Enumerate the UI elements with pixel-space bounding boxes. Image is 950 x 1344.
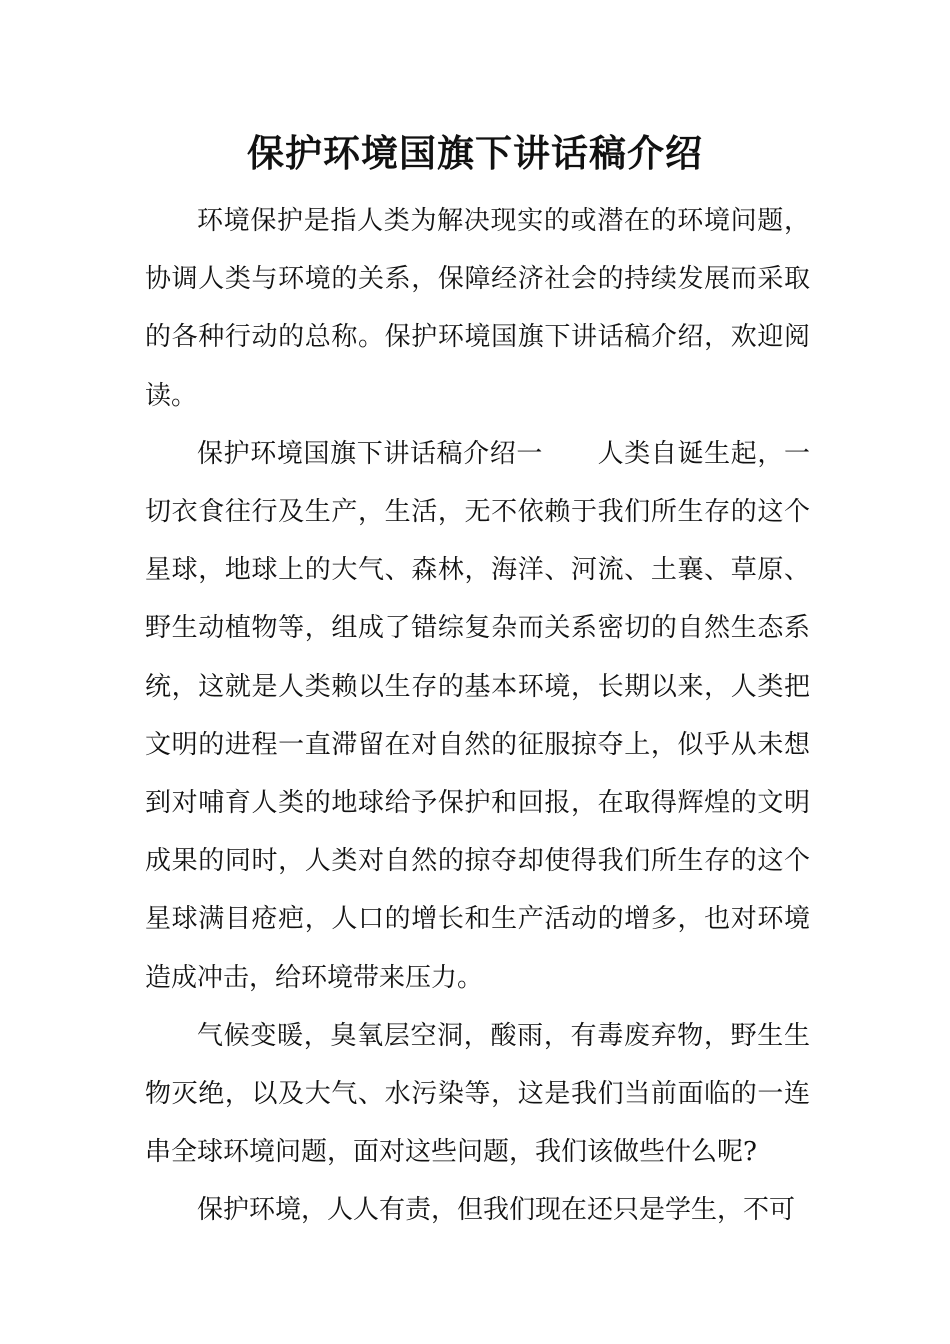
- paragraph-students: [145, 1181, 810, 1239]
- document-title: 保护环境国旗下讲话稿介绍: [247, 131, 703, 175]
- paragraph-problems: [145, 1007, 810, 1182]
- document-body: [145, 192, 810, 1240]
- paragraph-text: 气候变暖，臭氧层空洞，酸雨，有毒废弃物，野生生物灭绝，以及大气、水污染等，这是我们当前面临的一连串全球环境问题，面对这些问题，我们该做些什么呢?: [145, 1020, 810, 1168]
- paragraph-intro: [145, 192, 810, 425]
- paragraph-speech-one: [145, 425, 810, 1007]
- section-heading: 保护环境国旗下讲话稿介绍一: [197, 438, 544, 469]
- paragraph-text: 保护环境，人人有责，但我们现在还只是学生，不可: [197, 1195, 796, 1226]
- paragraph-text: 人类自诞生起，一切衣食往行及生产，生活，无不依赖于我们所生存的这个星球，地球上的大气、森林，海洋、河流、土襄、草原、野生动植物等，组成了错综复杂而关系密切的自然生态系统，这就是人类赖以生存的基本环境，长期以来，人类把文明的进程一直滞留在对自然的征服掠夺上，似乎从未想到对哺育人类的地球给予保护和回报，在取得辉煌的文明成果的同时，人类对自然的掠夺却使得我们所生存的这个星球满目疮疤，人口的增长和生产活动的增多，也对环境造成冲击，给环境带来压力。: [145, 438, 810, 993]
- paragraph-text: 环境保护是指人类为解决现实的或潜在的环境问题，协调人类与环境的关系，保障经济社会的持续发展而采取的各种行动的总称。保护环境国旗下讲话稿介绍，欢迎阅读。: [145, 206, 810, 411]
